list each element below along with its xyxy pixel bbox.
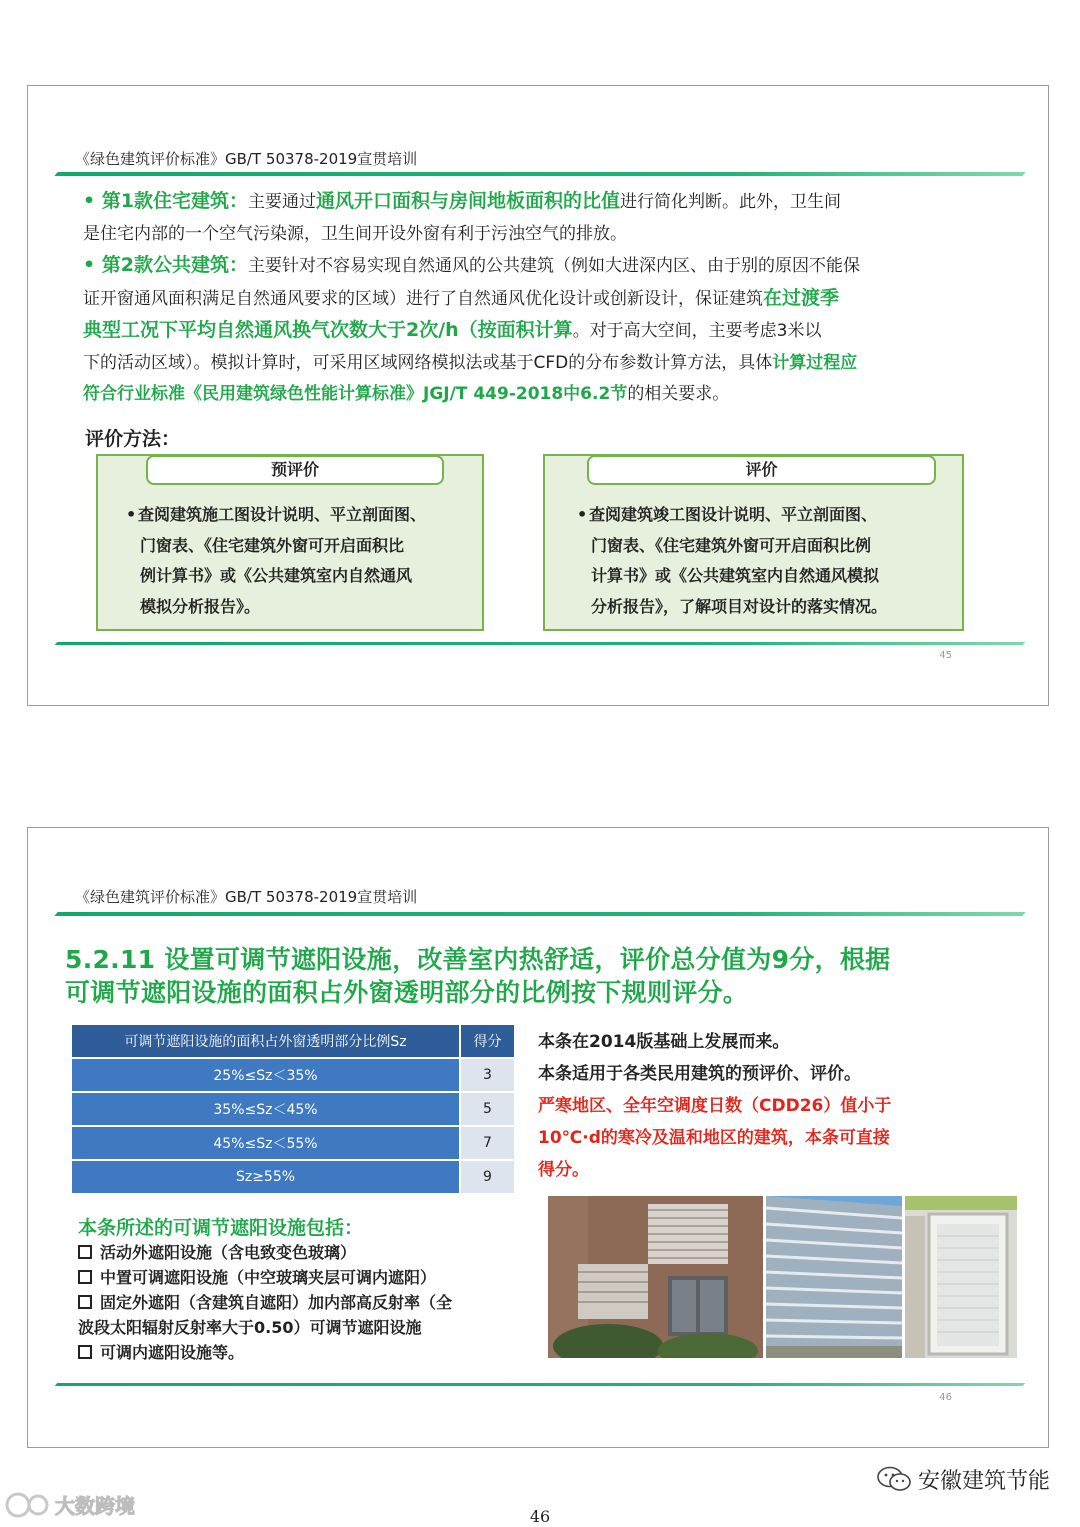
item-label: 第2款公共建筑： [101, 254, 248, 276]
list-item: 活动外遮阳设施（含电致变色玻璃） [78, 1240, 452, 1265]
table-row: Sz≥55% 9 [71, 1160, 515, 1194]
slide-45 [27, 85, 1049, 706]
item-residential: • 第1款住宅建筑：主要通过通风开口面积与房间地板面积的比值进行简化判断。此外，卫生间 [83, 190, 842, 212]
slide-page-number: 46 [939, 1392, 952, 1403]
item-public: • 第2款公共建筑：主要针对不容易实现自然通风的公共建筑（例如大进深内区、由于别的原因不能保 [83, 254, 860, 276]
list-item: 可调内遮阳设施等。 [78, 1340, 452, 1365]
facilities-list-title: 本条所述的可调节遮阳设施包括： [78, 1217, 364, 1239]
evaluation-method-title: 评价方法： [85, 428, 181, 450]
footer-rule [55, 1383, 1026, 1386]
column-header: 得分 [460, 1024, 515, 1058]
facilities-list: 活动外遮阳设施（含电致变色玻璃） 中置可调遮阳设施（中空玻璃夹层可调内遮阳） 固定外遮阳（含建筑自遮阳）加内部高反射率（全 波段太阳辐射反射率大于0.50）可调节遮阳设施 可调内遮阳设施等。 [78, 1240, 452, 1365]
header-rule [54, 912, 1025, 916]
table-header-row [71, 1024, 515, 1058]
wechat-account [877, 1464, 1050, 1495]
wechat-account-name: 安徽建筑节能 [917, 1469, 1050, 1494]
blind-door-photo [905, 1196, 1017, 1358]
checkbox-icon [78, 1270, 92, 1284]
wechat-icon [877, 1466, 911, 1492]
box-title: 评价 [587, 455, 936, 485]
glass-facade-photo [766, 1196, 902, 1358]
checkbox-icon [78, 1345, 92, 1359]
clause-title: 5.2.11 设置可调节遮阳设施，改善室内热舒适，评价总分值为9分，根据 可调节遮阳设施的面积占外窗透明部分的比例按下规则评分。 [65, 945, 891, 1007]
checkbox-icon [78, 1295, 92, 1309]
document-page-number: 46 [529, 1507, 551, 1526]
footer-rule [55, 642, 1026, 645]
slide-46 [27, 827, 1049, 1448]
evaluation-box: 评价 • 查阅建筑竣工图设计说明、平立剖面图、 门窗表、《住宅建筑外窗可开启面积比例 计算书》或《公共建筑室内自然通风模拟 分析报告》，了解项目对设计的落实情况。 [543, 454, 964, 631]
watermark-text: 大数跨境 [55, 1494, 135, 1518]
scoring-table [70, 1023, 516, 1195]
facade-louver-photo [548, 1196, 763, 1358]
header-rule [54, 172, 1025, 176]
table-row: 25%≤Sz＜35% 3 [71, 1058, 515, 1092]
table-row: 35%≤Sz＜45% 5 [71, 1092, 515, 1126]
slide-page-number: 45 [939, 650, 952, 661]
slide-body: • 第1款住宅建筑：主要通过通风开口面积与房间地板面积的比值进行简化判断。此外，卫生间 是住宅内部的一个空气污染源，卫生间开设外窗有利于污浊空气的排放。 • 第2款公共建筑：主要针对不容易实现自然通风的公共建筑（例如大进深内区、由于别的原因不能保 证开窗通风面积满足自然通风要求的区域）进行了自然通风优化设计或创新设计，保证建筑在过渡季 典型工况下平均自然通风换气次数大于2次/h（按面积计算。对于高大空间，主要考虑3米以 下的活动区域）。模拟计算时，可采用区域网络模拟法或基于CFD的分布参数计算方法，具体计算过程应 符合行业标准《民用建筑绿色性能计算标准》JGJ/T 449-2018中6.2节的相关要求。 [83, 186, 1008, 411]
column-header: 可调节遮阳设施的面积占外窗透明部分比例Sz [71, 1024, 460, 1058]
slide-header: 《绿色建筑评价标准》GB/T 50378-2019宣贯培训 [75, 888, 418, 906]
clause-notes: 本条在2014版基础上发展而来。 本条适用于各类民用建筑的预评价、评价。 严寒地区、全年空调度日数（CDD26）值小于 10℃·d的寒冷及温和地区的建筑，本条可直接 得分。 [538, 1032, 892, 1180]
shading-photos [548, 1196, 1017, 1358]
pre-evaluation-box: 预评价 • 查阅建筑施工图设计说明、平立剖面图、 门窗表、《住宅建筑外窗可开启面积比 例计算书》或《公共建筑室内自然通风 模拟分析报告》。 [96, 454, 484, 631]
checkbox-icon [78, 1245, 92, 1259]
box-title: 预评价 [146, 455, 444, 485]
table-row: 45%≤Sz＜55% 7 [71, 1126, 515, 1160]
item-label: 第1款住宅建筑： [101, 190, 248, 212]
list-item: 固定外遮阳（含建筑自遮阳）加内部高反射率（全 [78, 1290, 452, 1315]
slide-header: 《绿色建筑评价标准》GB/T 50378-2019宣贯培训 [75, 150, 418, 168]
list-item: 中置可调遮阳设施（中空玻璃夹层可调内遮阳） [78, 1265, 452, 1290]
